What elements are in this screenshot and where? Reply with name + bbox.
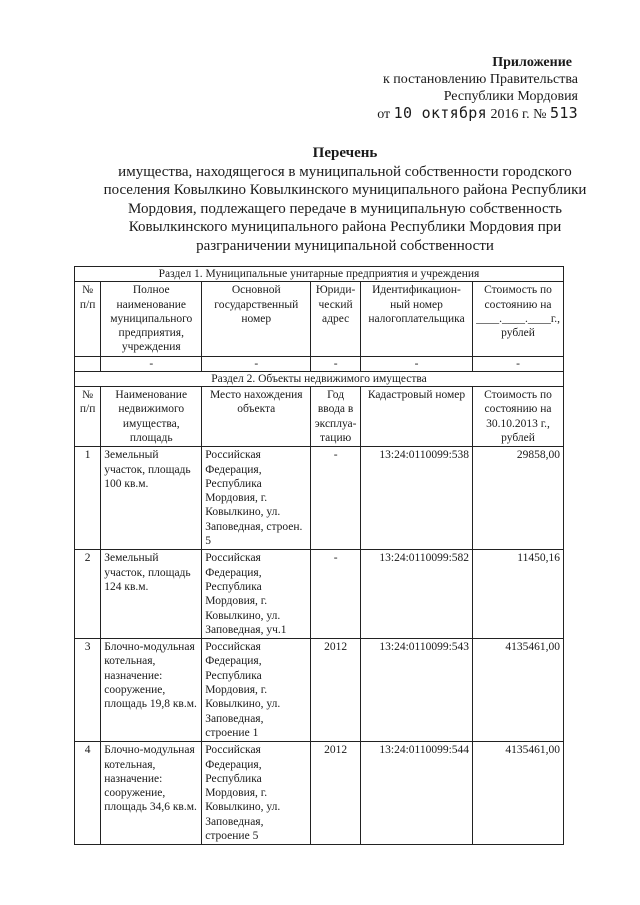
row-cost: 4135461,00 <box>473 639 564 742</box>
heading-title: Перечень <box>312 145 378 161</box>
row-cadastral: 13:24:0110099:538 <box>360 447 472 550</box>
date-handwritten: 10 октября <box>393 104 487 122</box>
row-num: 2 <box>75 550 101 639</box>
appendix-line-2: Республики Мордовия <box>443 89 578 104</box>
header-inn: Идентификацион-ный номер налогоплательщика <box>360 282 472 356</box>
table-cell: - <box>101 356 202 371</box>
row-cost: 29858,00 <box>473 447 564 550</box>
header-cost-line-2: ____.____.____г., <box>476 312 560 325</box>
header-cost-date-blank <box>473 282 564 356</box>
table-row <box>75 447 564 550</box>
table-cell: - <box>202 356 311 371</box>
row-cost: 11450,16 <box>473 550 564 639</box>
heading-line: Ковылкинского муниципального района Республики Мордовия при <box>128 219 562 235</box>
row-location: Российская Федерация, Республика Мордовия, г. Ковылкино, ул. Заповедная, строен. 5 <box>202 447 311 550</box>
table-cell: - <box>473 356 564 371</box>
header-ogrn: Основной государственный номер <box>202 282 311 356</box>
heading-line: имущества, находящегося в муниципальной собственности городского <box>118 163 572 180</box>
section-2-title: Раздел 2. Объекты недвижимого имущества <box>75 371 564 386</box>
heading-line: разграничении муниципальной собственности <box>196 237 494 254</box>
header-enterprise-name: Полное наименование муниципального предприятия, учреждения <box>101 282 202 356</box>
header-cost-line-1: Стоимость по состоянию на <box>484 284 552 311</box>
row-year: 2012 <box>311 742 361 845</box>
date-prefix: от <box>377 107 391 122</box>
date-year: 2016 г. № <box>490 107 547 122</box>
header-cost: Стоимость по состоянию на 30.10.2013 г., рублей <box>473 387 564 447</box>
property-table <box>74 266 564 845</box>
row-location: Российская Федерация, Республика Мордовия, г. Ковылкино, ул. Заповедная, уч.1 <box>202 550 311 639</box>
heading-line: Мордовия, подлежащего передаче в муниципальную собственность <box>127 200 563 217</box>
row-name: Земельный участок, площадь 100 кв.м. <box>101 447 202 550</box>
table-row <box>75 742 564 845</box>
table-cell: - <box>360 356 472 371</box>
row-num: 1 <box>75 447 101 550</box>
header-location: Место нахождения объекта <box>202 387 311 447</box>
section-1-header-row <box>75 282 564 356</box>
table-cell <box>75 356 101 371</box>
header-property-name: Наименование недвижимого имущества, площадь <box>101 387 202 447</box>
section-1-title: Раздел 1. Муниципальные унитарные предприятия и учреждения <box>75 267 564 282</box>
row-location: Российская Федерация, Республика Мордовия, г. Ковылкино, ул. Заповедная, строение 5 <box>202 742 311 845</box>
row-year: - <box>311 447 361 550</box>
row-cadastral: 13:24:0110099:544 <box>360 742 472 845</box>
section-2-header-row <box>75 387 564 447</box>
appendix-line-1: к постановлению Правительства <box>382 72 578 87</box>
row-name: Земельный участок, площадь 124 кв.м. <box>101 550 202 639</box>
row-cadastral: 13:24:0110099:543 <box>360 639 472 742</box>
row-year: - <box>311 550 361 639</box>
row-location: Российская Федерация, Республика Мордовия, г. Ковылкино, ул. Заповедная, строение 1 <box>202 639 311 742</box>
row-num: 3 <box>75 639 101 742</box>
row-year: 2012 <box>311 639 361 742</box>
row-name: Блочно-модульная котельная, назначение: сооружение, площадь 19,8 кв.м. <box>101 639 202 742</box>
document-heading <box>70 144 620 255</box>
header-legal-address: Юриди-ческий адрес <box>311 282 361 356</box>
section-2-title-row <box>75 371 564 386</box>
appendix-title: Приложение <box>492 55 572 70</box>
table-cell: - <box>311 356 361 371</box>
number-handwritten: 513 <box>550 104 578 122</box>
row-name: Блочно-модульная котельная, назначение: сооружение, площадь 34,6 кв.м. <box>101 742 202 845</box>
row-cadastral: 13:24:0110099:582 <box>360 550 472 639</box>
row-cost: 4135461,00 <box>473 742 564 845</box>
section-1-empty-row <box>75 356 564 371</box>
header-num: № п/п <box>75 387 101 447</box>
header-cadastral: Кадастровый номер <box>360 387 472 447</box>
appendix-date-line <box>377 105 578 123</box>
table-row <box>75 639 564 742</box>
table-row <box>75 550 564 639</box>
row-num: 4 <box>75 742 101 845</box>
section-1-title-row <box>75 267 564 282</box>
header-num: № п/п <box>75 282 101 356</box>
appendix-block <box>377 54 578 123</box>
heading-line: поселения Ковылкино Ковылкинского муниципального района Республики <box>103 182 587 198</box>
header-cost-line-3: рублей <box>501 327 535 340</box>
header-year: Год ввода в эксплуа-тацию <box>311 387 361 447</box>
